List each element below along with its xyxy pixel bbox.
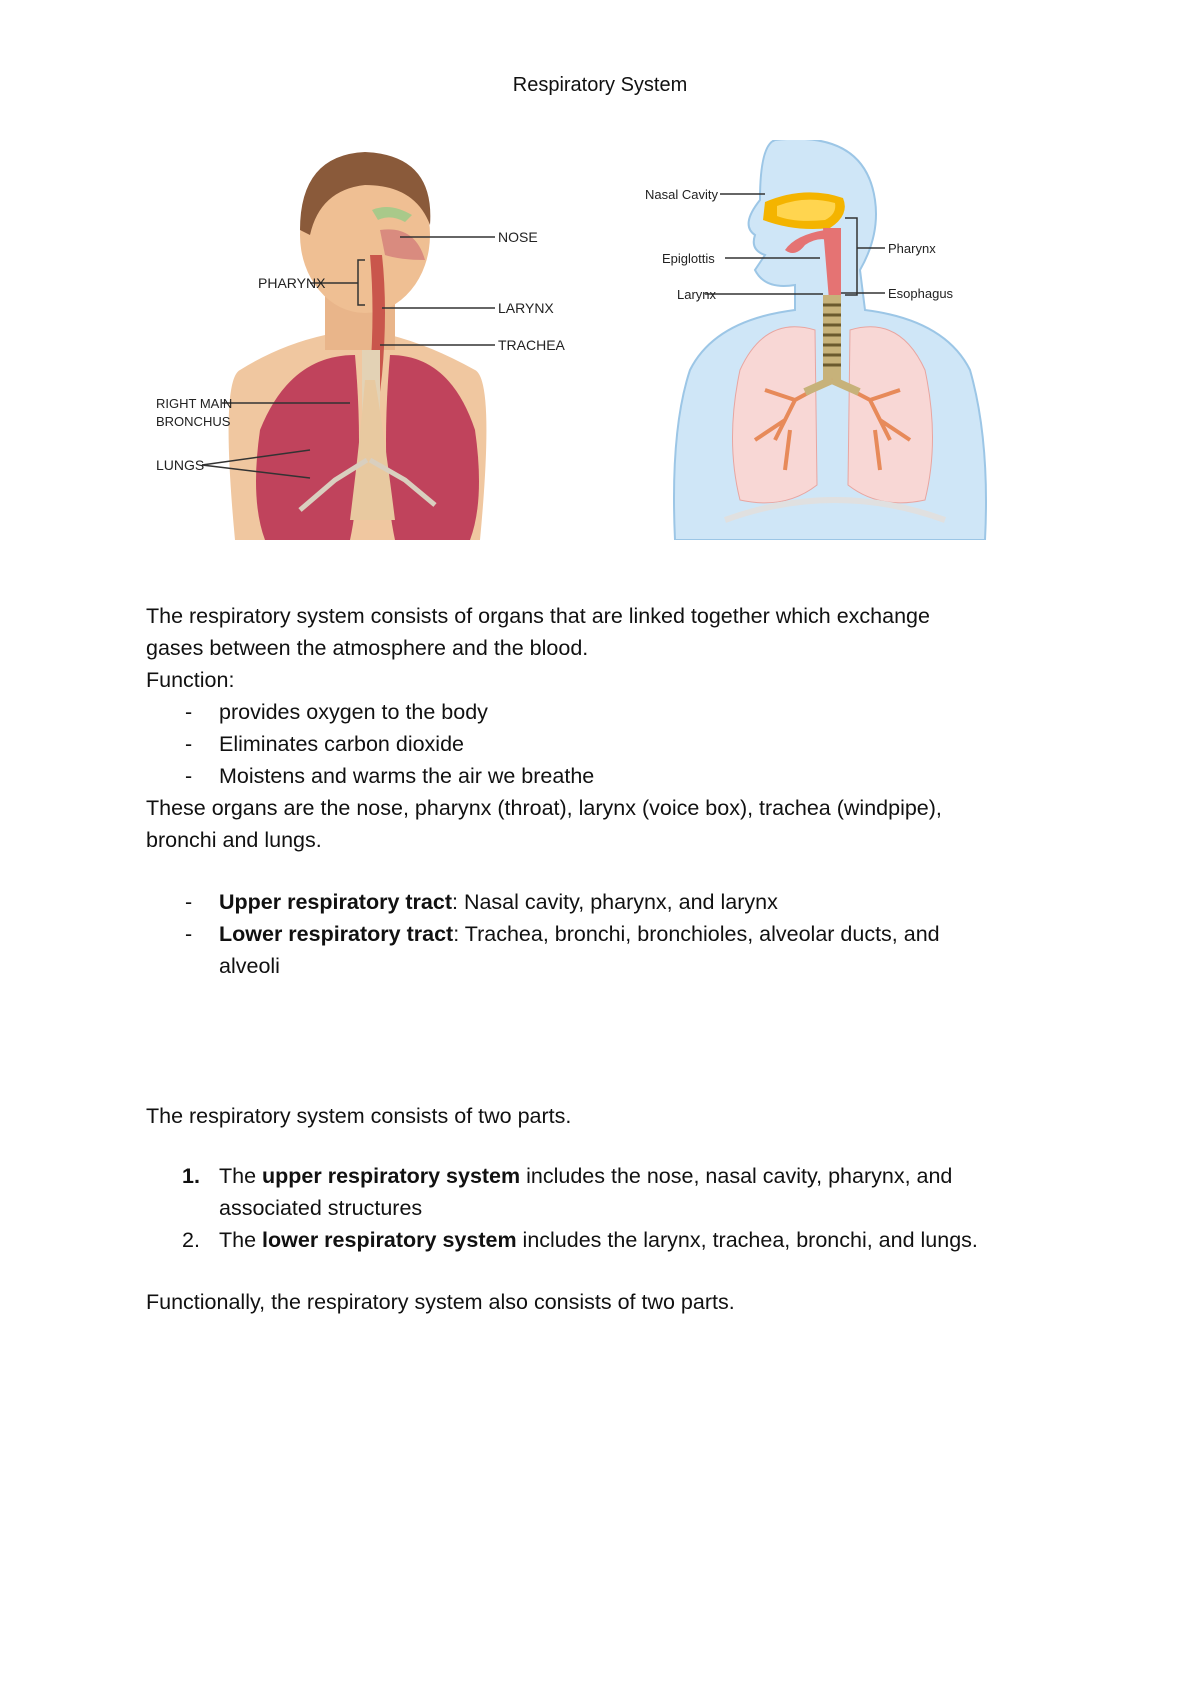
tract-item-upper: - Upper respiratory tract: Nasal cavity, pharynx, and larynx <box>146 886 1076 918</box>
label-pharynx-right: Pharynx <box>888 241 936 256</box>
tracts-list <box>146 886 1076 982</box>
label-larynx-right: Larynx <box>677 287 717 302</box>
part-item-2: 2. The lower respiratory system includes the larynx, trachea, bronchi, and lungs. <box>182 1228 978 1252</box>
function-item: - Moistens and warms the air we breathe <box>146 760 1076 792</box>
function-item: - provides oxygen to the body <box>146 696 1076 728</box>
label-lungs: LUNGS <box>156 457 205 473</box>
tract-item-lower: - Lower respiratory tract: Trachea, bronchi, bronchioles, alveolar ducts, and alveoli <box>146 918 1076 982</box>
function-list <box>146 696 1076 792</box>
part-item-1: 1. The upper respiratory system includes the nose, nasal cavity, pharynx, and associated structures <box>182 1164 953 1220</box>
parts-intro: The respiratory system consists of two parts. <box>146 1104 572 1128</box>
label-nose: NOSE <box>498 229 538 245</box>
label-right-main-bronchus-1: RIGHT MAIN <box>156 396 233 411</box>
function-item: - Eliminates carbon dioxide <box>146 728 1076 760</box>
intro-line-1: The respiratory system consists of organs that are linked together which exchange <box>146 604 930 628</box>
functionally-paragraph <box>146 1286 1076 1318</box>
label-nasal-cavity: Nasal Cavity <box>645 187 718 202</box>
label-pharynx: PHARYNX <box>258 275 326 291</box>
label-right-main-bronchus-2: BRONCHUS <box>156 414 231 429</box>
functionally-text: Functionally, the respiratory system also consists of two parts. <box>146 1290 735 1314</box>
parts-list <box>146 1160 1076 1256</box>
organs-line-2: bronchi and lungs. <box>146 828 322 852</box>
intro-section <box>146 600 1076 856</box>
anatomy-illustration-left <box>150 140 580 540</box>
label-epiglottis: Epiglottis <box>662 251 715 266</box>
intro-line-2: gases between the atmosphere and the blood. <box>146 636 589 660</box>
organs-line-1: These organs are the nose, pharynx (throat), larynx (voice box), trachea (windpipe), <box>146 796 942 820</box>
label-esophagus: Esophagus <box>888 286 954 301</box>
label-trachea: TRACHEA <box>498 337 565 353</box>
parts-section <box>146 1100 1076 1256</box>
anatomy-illustration-right <box>645 140 1035 540</box>
function-heading: Function: <box>146 668 235 692</box>
tracts-section <box>146 886 1076 982</box>
label-larynx: LARYNX <box>498 300 554 316</box>
page-title: Respiratory System <box>512 74 688 96</box>
